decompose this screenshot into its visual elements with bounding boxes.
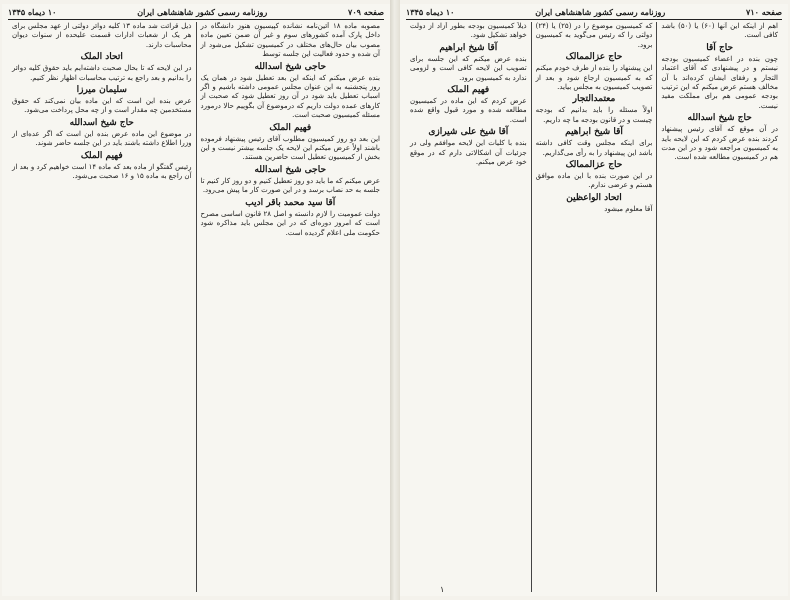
left-header-date: ۱۰ دیماه ۱۳۴۵ (8, 7, 57, 17)
paragraph: رئیس گفتگو از ماده بعد که ماده ۱۴ است خواهیم کرد و بعد از آن راجع به ماده ۱۵ و ۱۶ صحبت می‌شود. (12, 162, 192, 181)
paragraph: که کمیسیون موضوع را در (۲۵) یا (۲۴) دولتی را که رئیس می‌گوید به کمیسیون برود. (535, 22, 653, 49)
paragraph: در این لایحه که تا بحال صحبت داشته‌ایم باید حقوق کلیه دوائر را بدانیم و بعد راجع به ترتیب محاسبات اظهار نظر کنیم. (12, 64, 192, 82)
paragraph: ذیل قرائت شد ماده ۱۳ کلیه دوائر دولتی از عهد مجلس برای هر یک از شعبات ادارات قسمت علیحده از سنوات دیوان محاسبات دارند. (12, 22, 192, 49)
paragraph: در موضوع این ماده عرض بنده این است که اگر عده‌ای از وزرا اطلاع داشته باشند باید در این جلسه حاضر شوند. (12, 129, 192, 148)
right-header-page-number: صفحه ۷۱۰ (746, 7, 782, 17)
right-header-title: روزنامه رسمی کشور شاهنشاهی ایران (535, 7, 666, 17)
right-column-1 (657, 22, 782, 592)
paragraph: چون بنده در اعضاء کمیسیون بودجه نیستم و در پیشنهادی که آقای اعتماد التجار و رفقای ایشان کرده‌اند با آن مخالف هستم عرض میکنم که این ترتیب بودجه عمومی هم برای مملکت مفید نیست. (661, 54, 778, 110)
speaker-heading: حاجی شیخ اسدالله (254, 61, 327, 72)
speaker-heading: اتحاد الواعظین (566, 192, 622, 203)
paragraph: اهم از اینکه این آنها (۶۰) یا (۵۰) باشد کافی است. (661, 22, 778, 40)
right-column-3 (406, 22, 532, 592)
paragraph: دولت عمومیت را لازم دانسته و اصل ۲۸ قانون اساسی مصرح است که امروز دوره‌ای که در این مجلس باید مذاکره شود حکومت ملی اعلام گردیده است. (200, 209, 380, 237)
speaker-heading: اتحاد الملک (80, 52, 123, 63)
speaker-heading: حاج عزالممالک (565, 160, 623, 171)
right-column-2 (532, 22, 658, 592)
speaker-heading: فهیم الملک (269, 122, 312, 133)
left-column-1 (197, 22, 385, 592)
speaker-heading: آقا شیخ علی شیرازی (428, 127, 509, 138)
speaker-heading: آقا سید محمد باقر ادیب (245, 197, 336, 208)
speaker-heading: حاج عزالممالک (565, 52, 623, 63)
paragraph: اولاً مسئله را باید بدانیم که بودجه چیست و در قانون بودجه ما چه داریم. (535, 106, 653, 124)
paragraph: در این صورت بنده با این ماده موافق هستم و عرضی ندارم. (535, 172, 653, 190)
right-columns (406, 22, 782, 592)
paragraph: آقا معلوم میشود (604, 204, 653, 213)
speaker-heading: حاج آقا (706, 42, 734, 53)
right-page-header (406, 6, 782, 20)
paragraph: بنده عرض میکنم که این جلسه برای تصویب این لایحه کافی است و لزومی ندارد به کمیسیون برود. (409, 54, 527, 82)
left-header-page-number: صفحه ۷۰۹ (348, 7, 384, 17)
speaker-heading: آقا شیخ ابراهیم (565, 127, 623, 138)
speaker-heading: حاج شیخ اسدالله (687, 113, 752, 124)
left-header-title: روزنامه رسمی کشور شاهنشاهی ایران (137, 7, 268, 17)
speaker-heading: فهیم الملک (447, 85, 490, 96)
speaker-heading: حاج شیخ اسدالله (69, 117, 134, 128)
paragraph: مصوبه ماده ۱۸ آئین‌نامه نشانده کپیسیون هنوز دانشگاه در داخل پارک آمده کشور‌های سوم و غیر آن ضمن تعیین ماده مصوب بیان حال‌های مختلف در کمیسیون تشکیل می‌شود از آن شده و حدود فعالیت این جلسه توسط (200, 22, 380, 59)
speaker-heading: سلیمان میرزا (76, 85, 127, 96)
paragraph: عرض میکنم که ما باید دو روز تعطیل کنیم و دو روز کار کنیم تا جلسه به حد نصاب برسد و در این صورت کار ما پیش می‌رود. (200, 176, 380, 195)
paragraph: بنده عرض میکنم که اینکه این بعد تعطیل شود در همان یک روز پنجشنبه به این عنوان مجلس عمومی داشته باشیم و اگر اسباب تعطیل باید شود در آن روز تعطیل شود که صحبت از کارهای عمده دولت داریم که درموضوع آن بگوییم حالا درمورد مسئله کمیسیون صحبت است. (200, 73, 380, 120)
speaker-heading: آقا شیخ ابراهیم (439, 42, 498, 53)
paragraph: عرض کردم که این ماده در کمیسیون مطالعه شده و مورد قبول واقع شده است. (409, 97, 527, 124)
paragraph: این بعد دو روز کمیسیون مطلوب آقای رئیس پیشنهاد فرموده باشند اولاً عرض میکنم این لایحه یک جلسه بیشتر نیست و این بخش از کمیسیون تعطیل است حاضرین هستند. (200, 134, 380, 162)
paragraph: بنده با کلیات این لایحه موافقم ولی در جزئیات آن اشکالاتی دارم که در موقع خود عرض میکنم. (409, 139, 527, 167)
left-page (2, 4, 390, 596)
right-page (400, 4, 788, 596)
left-page-header (8, 6, 384, 20)
left-columns (8, 22, 384, 592)
paragraph: برای اینکه مجلس وقت کافی داشته باشد این پیشنهاد را به رأی می‌گذاریم. (535, 139, 653, 157)
speaker-heading: حاجی شیخ اسدالله (254, 164, 327, 175)
speaker-heading: فهیم الملک (80, 150, 123, 161)
speaker-heading: معتمدالتجار (572, 94, 616, 105)
page-footer-mark: ۱ (440, 585, 445, 594)
left-column-2 (8, 22, 197, 592)
paragraph: این پیشنهاد را بنده از طرف خودم میکنم که به کمیسیون ارجاع شود و بعد از تصویب کمیسیون به مجلس بیاید. (535, 64, 653, 92)
paragraph: عرض بنده این است که این ماده بیان نمی‌کند که حقوق مستخدمین چه مقدار است و از چه محل پرداخت می‌شود. (12, 97, 192, 115)
binding-gutter (390, 0, 400, 600)
paragraph: در آن موقع که آقای رئیس پیشنهاد کردند بنده عرض کردم که این لایحه باید به کمیسیون مراجعه شود و در این مدت هم در کمیسیون مطالعه شده است. (661, 125, 778, 162)
paragraph: ذیلاً کمیسیون بودجه بطور آزاد از دولت خواهد تشکیل شود. (409, 22, 527, 40)
right-header-date: ۱۰ دیماه ۱۳۴۵ (406, 7, 455, 17)
